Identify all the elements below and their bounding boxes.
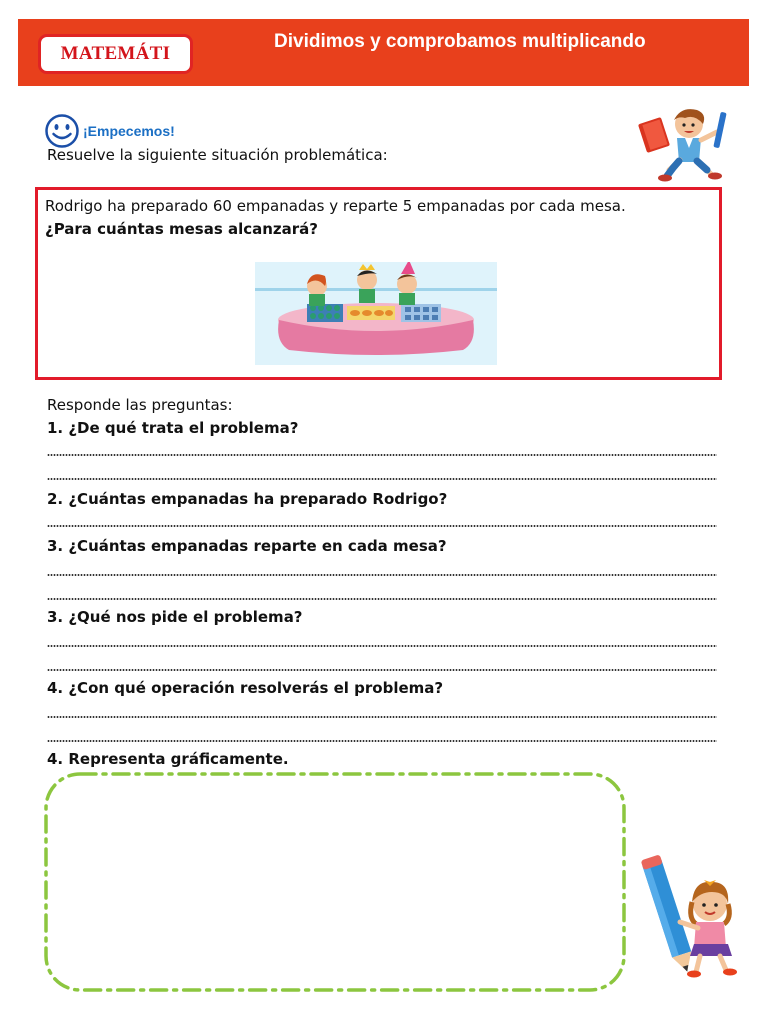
- answer-line[interactable]: [47, 574, 717, 576]
- smiley-icon: [44, 113, 80, 149]
- question-5: 4. ¿Con qué operación resolverás el problema?: [47, 679, 444, 697]
- answer-line[interactable]: [47, 454, 717, 456]
- question-4: 3. ¿Qué nos pide el problema?: [47, 608, 303, 626]
- answer-line[interactable]: [47, 478, 717, 480]
- subject-label: MATEMÁTI: [60, 43, 171, 64]
- page-title: Dividimos y comprobamos multiplicando: [274, 31, 646, 52]
- question-1: 1. ¿De qué trata el problema?: [47, 419, 299, 437]
- question-6: 4. Representa gráficamente.: [47, 750, 289, 768]
- running-kid-illustration: [637, 104, 737, 184]
- answer-line[interactable]: [47, 740, 717, 742]
- question-3: 3. ¿Cuántas empanadas reparte en cada mesa?: [47, 537, 447, 555]
- answer-line[interactable]: [47, 645, 717, 647]
- party-table-illustration: [255, 262, 497, 365]
- answer-line[interactable]: [47, 598, 717, 600]
- subject-tab: [38, 34, 193, 74]
- answer-line[interactable]: [47, 669, 717, 671]
- start-label: ¡Empecemos!: [83, 123, 175, 139]
- problem-question: ¿Para cuántas mesas alcanzará?: [45, 220, 319, 238]
- answer-line[interactable]: [47, 716, 717, 718]
- problem-statement: Rodrigo ha preparado 60 empanadas y reparte 5 empanadas por cada mesa.: [45, 197, 626, 215]
- instruction-text: Resuelve la siguiente situación problemática:: [47, 146, 388, 164]
- questions-header: Responde las preguntas:: [47, 396, 233, 414]
- answer-line[interactable]: [47, 525, 717, 527]
- question-2: 2. ¿Cuántas empanadas ha preparado Rodrigo?: [47, 490, 448, 508]
- kid-with-pencil-illustration: [640, 852, 744, 982]
- drawing-area[interactable]: [40, 770, 630, 996]
